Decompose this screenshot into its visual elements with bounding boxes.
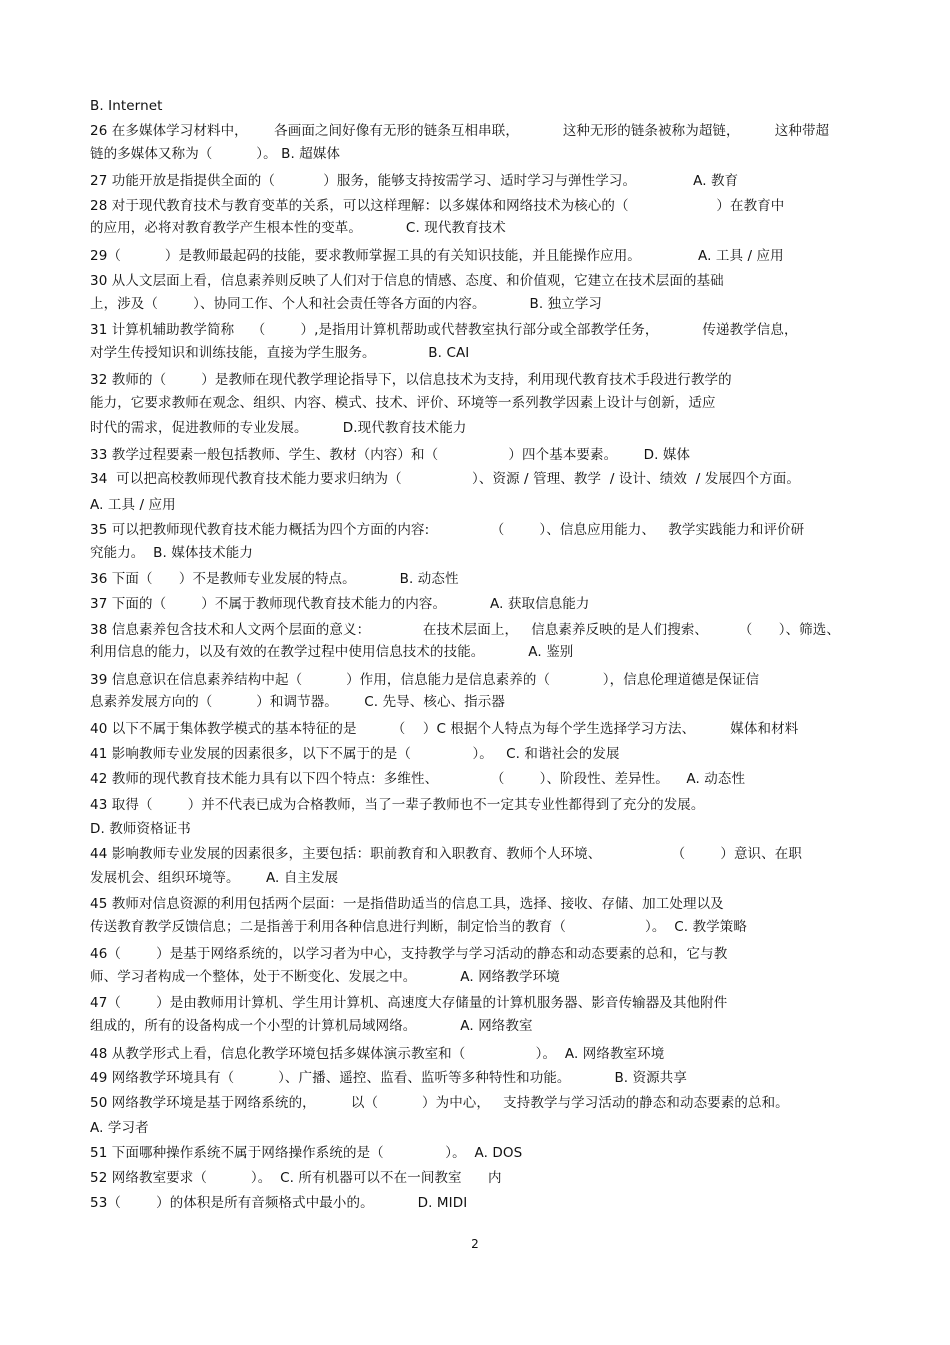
text-line: 46（ ）是基于网络系统的，以学习者为中心，支持教学与学习活动的静态和动态要素的总和，它与教 <box>90 946 728 962</box>
text-line: 50 网络教学环境是基于网络系统的， 以（ ）为中心， 支持教学与学习活动的静态和动态要素的总和。 <box>90 1095 789 1111</box>
text-line: 41 影响教师专业发展的因素很多，以下不属于的是（ ）。 C. 和谐社会的发展 <box>90 746 620 762</box>
text-line: 的应用，必将对教育教学产生根本性的变革。 C. 现代教育技术 <box>90 220 506 236</box>
text-line: 27 功能开放是指提供全面的（ ）服务，能够支持按需学习、适时学习与弹性学习。 A. 教育 <box>90 173 739 189</box>
text-line: 43 取得（ ）并不代表已成为合格教师，当了一辈子教师也不一定其专业性都得到了充分的发展。 <box>90 797 705 813</box>
text-line: 26 在多媒体学习材料中， 各画面之间好像有无形的链条互相串联， 这种无形的链条被称为超链， 这种带超 <box>90 123 830 139</box>
text-line: 37 下面的（ ）不属于教师现代教育技术能力的内容。 A. 获取信息能力 <box>90 596 590 612</box>
text-line: 28 对于现代教育技术与教育变革的关系，可以这样理解：以多媒体和网络技术为核心的（ ）在教育中 <box>90 198 785 214</box>
text-line: 35 可以把教师现代教育技术能力概括为四个方面的内容: （ ）、信息应用能力、 教学实践能力和评价研 <box>90 522 805 538</box>
text-line: B. Internet <box>90 98 163 114</box>
text-line: 33 教学过程要素一般包括教师、学生、教材（内容）和（ ）四个基本要素。 D. 媒体 <box>90 447 691 463</box>
text-line: 52 网络教室要求（ ）。 C. 所有机器可以不在一间教室 内 <box>90 1170 502 1186</box>
text-line: 上，涉及（ ）、协同工作、个人和社会责任等各方面的内容。 B. 独立学习 <box>90 296 603 312</box>
text-line: 47（ ）是由教师用计算机、学生用计算机、高速度大存储量的计算机服务器、影音传输器及其他附件 <box>90 995 728 1011</box>
text-line: 51 下面哪种操作系统不属于网络操作系统的是（ ）。 A. DOS <box>90 1145 523 1161</box>
text-line: 利用信息的能力，以及有效的在教学过程中使用信息技术的技能。 A. 鉴别 <box>90 644 574 660</box>
text-line: 34 可以把高校教师现代教育技术能力要求归纳为（ ）、资源 / 管理、教学 / 设计、绩效 / 发展四个方面。 <box>90 471 800 487</box>
text-line: 29（ ）是教师最起码的技能，要求教师掌握工具的有关知识技能，并且能操作应用。 A. 工具 / 应用 <box>90 248 784 264</box>
text-line: 53（ ）的体积是所有音频格式中最小的。 D. MIDI <box>90 1195 468 1211</box>
text-line: 38 信息素养包含技术和人文两个层面的意义： 在技术层面上， 信息素养反映的是人们搜索、 （ ）、筛选、 <box>90 622 840 638</box>
text-line: 时代的需求，促进教师的专业发展。 D.现代教育技术能力 <box>90 420 467 436</box>
text-line: 36 下面（ ）不是教师专业发展的特点。 B. 动态性 <box>90 571 459 587</box>
text-line: 39 信息意识在信息素养结构中起（ ）作用，信息能力是信息素养的（ ），信息伦理道德是保证信 <box>90 672 760 688</box>
text-line: 链的多媒体又称为（ ）。 B. 超媒体 <box>90 146 341 162</box>
text-line: 对学生传授知识和训练技能，直接为学生服务。 B. CAI <box>90 345 470 361</box>
text-line: D. 教师资格证书 <box>90 821 191 837</box>
text-line: 能力，它要求教师在观念、组织、内容、模式、技术、评价、环境等一系列教学因素上设计与创新，适应 <box>90 395 716 411</box>
text-line: 32 教师的（ ）是教师在现代教学理论指导下，以信息技术为支持，利用现代教育技术手段进行教学的 <box>90 372 732 388</box>
text-line: 息素养发展方向的（ ）和调节器。 C. 先导、核心、指示器 <box>90 694 505 710</box>
text-line: 31 计算机辅助教学简称 （ ）,是指用计算机帮助或代替教室执行部分或全部教学任务， 传递教学信息， <box>90 322 798 338</box>
text-line: A. 学习者 <box>90 1120 149 1136</box>
text-line: 组成的，所有的设备构成一个小型的计算机局域网络。 A. 网络教室 <box>90 1018 533 1034</box>
text-line: 49 网络教学环境具有（ ）、广播、遥控、监看、监听等多种特性和功能。 B. 资源共享 <box>90 1070 687 1086</box>
text-line: 发展机会、组织环境等。 A. 自主发展 <box>90 870 339 886</box>
text-line: 40 以下不属于集体教学模式的基本特征的是 （ ）C 根据个人特点为每个学生选择学习方法、 媒体和材料 <box>90 721 799 737</box>
text-line: 45 教师对信息资源的利用包括两个层面：一是指借助适当的信息工具，选择、接收、存储、加工处理以及 <box>90 896 724 912</box>
text-line: 42 教师的现代教育技术能力具有以下四个特点：多维性、 （ ）、阶段性、差异性。 A. 动态性 <box>90 771 746 787</box>
text-line: 师、学习者构成一个整体，处于不断变化、发展之中。 A. 网络教学环境 <box>90 969 560 985</box>
text-line: 传送教育教学反馈信息；二是指善于利用各种信息进行判断，制定恰当的教育（ ）。 C. 教学策略 <box>90 919 747 935</box>
text-line: 30 从人文层面上看，信息素养则反映了人们对于信息的情感、态度、和价值观，它建立在技术层面的基础 <box>90 273 724 289</box>
text-line: 44 影响教师专业发展的因素很多，主要包括：职前教育和入职教育、教师个人环境、 （ ）意识、在职 <box>90 846 802 862</box>
text-line: 48 从教学形式上看，信息化教学环境包括多媒体演示教室和（ ）。 A. 网络教室环境 <box>90 1046 665 1062</box>
text-line: A. 工具 / 应用 <box>90 497 176 513</box>
text-line: 究能力。 B. 媒体技术能力 <box>90 545 253 561</box>
page-number: 2 <box>471 1237 479 1251</box>
